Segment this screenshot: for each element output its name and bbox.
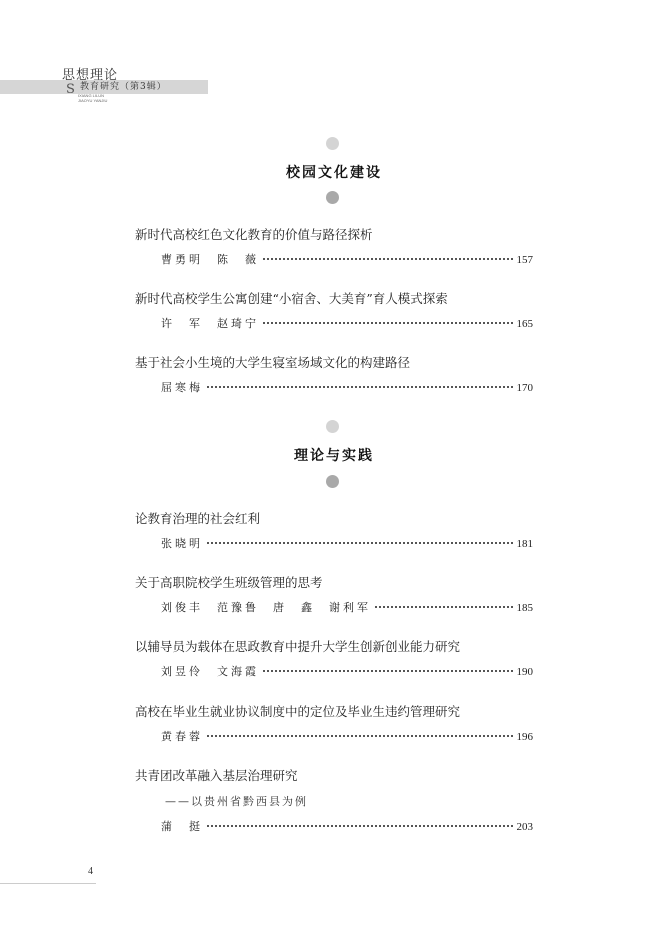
entry-authors: 许 军 赵琦宁 xyxy=(161,317,259,330)
entry-title: 关于高职院校学生班级管理的思考 xyxy=(135,575,323,590)
entry-page-number: 203 xyxy=(516,821,533,833)
pinyin-line-2: JIAOYU YANJIU xyxy=(78,98,108,103)
entry-title: 高校在毕业生就业协议制度中的定位及毕业生违约管理研究 xyxy=(135,704,461,719)
author-row xyxy=(135,663,533,679)
page-folio: 4 xyxy=(88,866,93,877)
entry-title: 共青团改革融入基层治理研究 xyxy=(135,768,298,783)
entry-page-number: 196 xyxy=(516,731,533,743)
author-row xyxy=(135,379,533,395)
section-divider-dot xyxy=(326,191,339,204)
author-row xyxy=(135,251,533,267)
section-divider-dot xyxy=(326,475,339,488)
author-row xyxy=(135,728,533,744)
dot-leader xyxy=(375,606,513,608)
dot-leader xyxy=(207,825,513,827)
author-row xyxy=(135,818,533,834)
dot-leader xyxy=(207,735,513,737)
dot-leader xyxy=(207,386,513,388)
section-title: 理论与实践 xyxy=(294,448,374,464)
entry-page-number: 157 xyxy=(516,254,533,266)
entry-authors: 刘昱伶 文海霞 xyxy=(161,665,259,678)
journal-title: 思想理论 xyxy=(62,68,119,83)
journal-subtitle: 教育研究（第3辑） xyxy=(80,82,167,92)
dot-leader xyxy=(263,322,513,324)
entry-title: 新时代高校学生公寓创建“小宿舍、大美育”育人模式探索 xyxy=(135,291,448,306)
author-row xyxy=(135,315,533,331)
section-divider-dot xyxy=(326,137,339,150)
entry-title: 新时代高校红色文化教育的价值与路径探析 xyxy=(135,227,373,242)
entry-page-number: 190 xyxy=(516,666,533,678)
entry-authors: 曹勇明 陈 薇 xyxy=(161,253,259,266)
journal-logo: S xyxy=(66,82,75,97)
author-row xyxy=(135,599,533,615)
entry-authors: 屈寒梅 xyxy=(161,381,203,394)
section-title: 校园文化建设 xyxy=(286,165,382,181)
entry-page-number: 181 xyxy=(516,538,533,550)
entry-title: 以辅导员为载体在思政教育中提升大学生创新创业能力研究 xyxy=(135,639,461,654)
entry-title: 基于社会小生境的大学生寝室场域文化的构建路径 xyxy=(135,355,411,370)
dot-leader xyxy=(263,670,513,672)
entry-authors: 蒲 挺 xyxy=(161,820,203,833)
entry-authors: 刘俊丰 范豫鲁 唐 鑫 谢利军 xyxy=(161,601,371,614)
entry-authors: 张晓明 xyxy=(161,537,203,550)
entry-page-number: 185 xyxy=(516,602,533,614)
pinyin-line-1: IXIANG LILUN xyxy=(78,93,105,98)
entry-title: 论教育治理的社会红利 xyxy=(135,511,261,526)
journal-pinyin xyxy=(78,93,107,103)
running-header xyxy=(0,62,220,102)
entry-subtitle: ——以贵州省黔西县为例 xyxy=(165,795,308,808)
entry-page-number: 170 xyxy=(516,382,533,394)
folio-rule xyxy=(0,883,96,884)
entry-page-number: 165 xyxy=(516,318,533,330)
dot-leader xyxy=(207,542,513,544)
author-row xyxy=(135,535,533,551)
entry-authors: 黄春蓉 xyxy=(161,730,203,743)
dot-leader xyxy=(263,258,513,260)
section-divider-dot xyxy=(326,420,339,433)
